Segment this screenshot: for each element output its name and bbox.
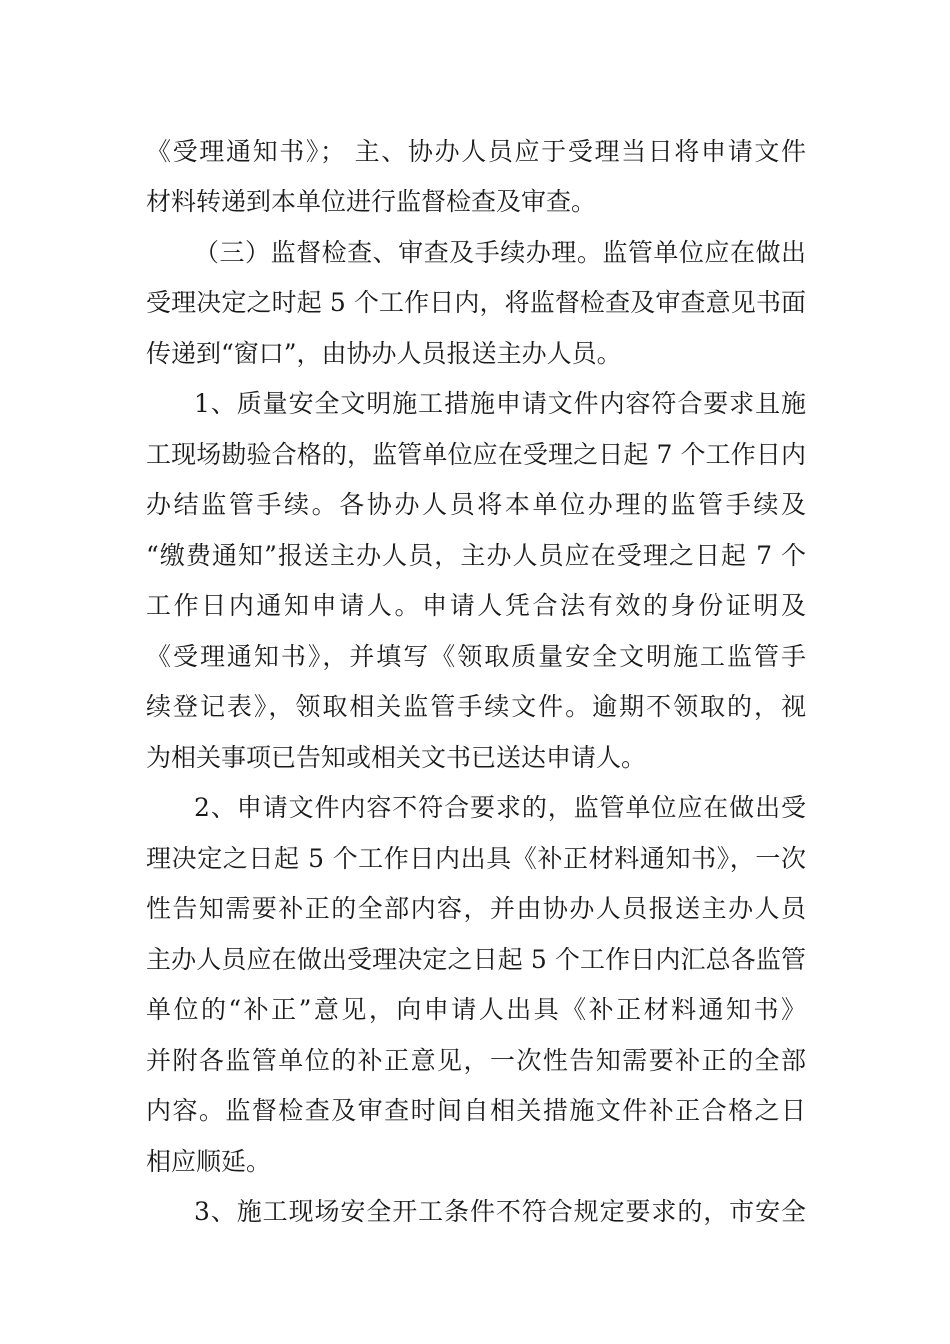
text-line: 并附各监管单位的补正意见，一次性告知需要补正的全部 (146, 1046, 806, 1075)
text-line: 工作日内通知申请人。申请人凭合法有效的身份证明及 (146, 591, 806, 620)
text-line: “缴费通知”报送主办人员，主办人员应在受理之日起 7 个 (146, 541, 806, 570)
text-line: 性告知需要补正的全部内容，并由协办人员报送主办人员 (146, 894, 806, 923)
text-line: 办结监管手续。各协办人员将本单位办理的监管手续及 (146, 490, 806, 519)
paragraph-heading: （三）监督检查、审查及手续办理。监管单位应在做出 (194, 238, 806, 267)
text-line: 工现场勘验合格的，监管单位应在受理之日起 7 个工作日内 (146, 440, 806, 469)
text-line: 受理决定之时起 5 个工作日内，将监督检查及审查意见书面 (146, 288, 806, 317)
text-line: 主办人员应在做出受理决定之日起 5 个工作日内汇总各监管 (146, 945, 806, 974)
text-line: 内容。监督检查及审查时间自相关措施文件补正合格之日 (146, 1096, 806, 1125)
text-line: 相应顺延。 (146, 1147, 272, 1176)
text-line: 为相关事项已告知或相关文书已送达申请人。 (146, 743, 647, 772)
text-line: 材料转递到本单位进行监督检查及审查。 (146, 187, 597, 216)
text-line: 理决定之日起 5 个工作日内出具《补正材料通知书》，一次 (146, 844, 806, 873)
text-line: 续登记表》，领取相关监管手续文件。逾期不领取的，视 (146, 692, 806, 721)
text-line: 单位的“补正”意见，向申请人出具《补正材料通知书》 (146, 995, 806, 1024)
paragraph-start: 2、申请文件内容不符合要求的，监管单位应在做出受 (194, 793, 806, 822)
paragraph-start: 1、质量安全文明施工措施申请文件内容符合要求且施 (194, 389, 806, 418)
paragraph-start: 3、施工现场安全开工条件不符合规定要求的，市安全 (194, 1197, 806, 1226)
text-line: 《受理通知书》； 主、协办人员应于受理当日将申请文件 (146, 137, 806, 166)
text-line: 《受理通知书》，并填写《领取质量安全文明施工监管手 (146, 642, 806, 671)
text-line: 传递到“窗口”，由协办人员报送主办人员。 (146, 339, 622, 368)
